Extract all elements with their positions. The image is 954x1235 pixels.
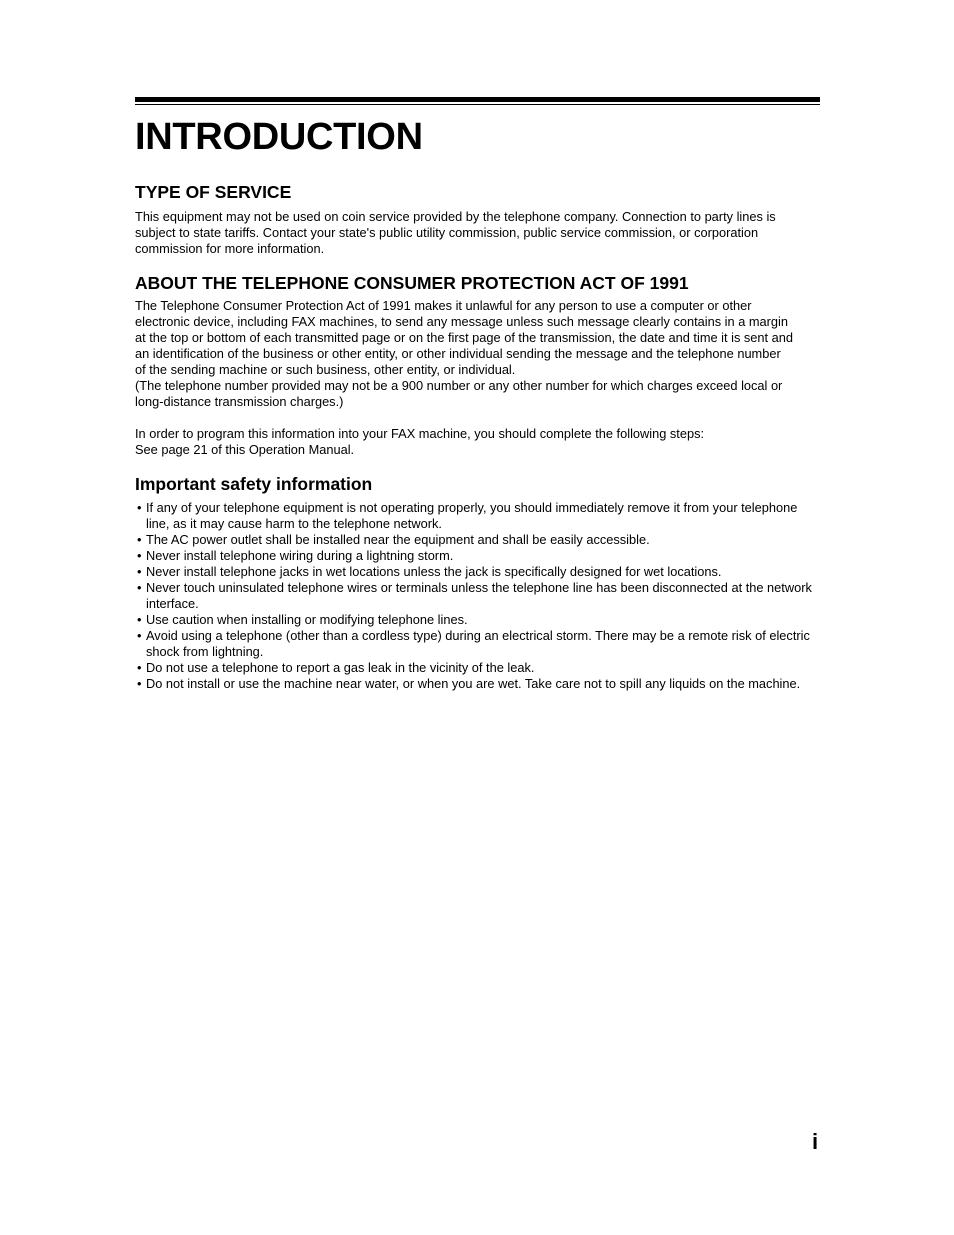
type-of-service-body: This equipment may not be used on coin service provided by the telephone company. Connection to party lines is subject to state tariffs. Contact your state's public utility commission, public service commission, or corporation commission for more information.	[135, 209, 776, 256]
bullet-icon: •	[137, 660, 142, 675]
title-rule-thick	[135, 97, 820, 102]
list-item-text: Do not use a telephone to report a gas leak in the vicinity of the leak.	[146, 660, 535, 675]
list-item-text: If any of your telephone equipment is not operating properly, you should immediately remove it from your telephone line, as it may cause harm to the telephone network.	[146, 500, 798, 531]
list-item-text: The AC power outlet shall be installed near the equipment and shall be easily accessible.	[146, 532, 650, 547]
list-item-text: Never touch uninsulated telephone wires or terminals unless the telephone line has been disconnected at the network interface.	[146, 580, 812, 611]
bullet-icon: •	[137, 548, 142, 563]
tcpa-steps: In order to program this information into your FAX machine, you should complete the following steps: See page 21 of this Operation Manual.	[135, 426, 705, 457]
bullet-icon: •	[137, 580, 142, 595]
list-item	[135, 676, 820, 692]
list-item	[135, 628, 820, 660]
list-item-text: Use caution when installing or modifying telephone lines.	[146, 612, 468, 627]
page-title: INTRODUCTION	[135, 116, 423, 158]
tcpa-heading: ABOUT THE TELEPHONE CONSUMER PROTECTION ACT OF 1991	[135, 273, 689, 293]
title-rule-thin	[135, 104, 820, 105]
document-page	[135, 97, 820, 692]
list-item-text: Never install telephone wiring during a lightning storm.	[146, 548, 454, 563]
list-item	[135, 580, 820, 612]
safety-heading: Important safety information	[135, 474, 373, 494]
page-number: i	[812, 1129, 819, 1154]
safety-list	[135, 500, 820, 692]
list-item	[135, 500, 820, 532]
list-item-text: Avoid using a telephone (other than a cordless type) during an electrical storm. There may be a remote risk of electric shock from lightning.	[146, 628, 810, 659]
list-item-text: Never install telephone jacks in wet locations unless the jack is specifically designed for wet locations.	[146, 564, 722, 579]
bullet-icon: •	[137, 676, 142, 691]
bullet-icon: •	[137, 612, 142, 627]
bullet-icon: •	[137, 628, 142, 643]
bullet-icon: •	[137, 532, 142, 547]
list-item-text: Do not install or use the machine near water, or when you are wet. Take care not to spill any liquids on the machine.	[146, 676, 801, 691]
list-item	[135, 564, 820, 580]
list-item	[135, 548, 820, 564]
tcpa-body: The Telephone Consumer Protection Act of 1991 makes it unlawful for any person to use a computer or other electronic device, including FAX machines, to send any message unless such message clearly contains in a margin at the top or bottom of each transmitted page or on the first page of the transmission, the date and time it is sent and an identification of the business or other entity, or other individual sending the message and the telephone number of the sending machine or such business, other entity, or individual. (The telephone number provided may not be a 900 number or any other number for which charges exceed local or long-distance transmission charges.)	[135, 298, 793, 409]
list-item	[135, 612, 820, 628]
bullet-icon: •	[137, 564, 142, 579]
bullet-icon: •	[137, 500, 142, 515]
type-of-service-heading: TYPE OF SERVICE	[135, 182, 292, 202]
list-item	[135, 532, 820, 548]
list-item	[135, 660, 820, 676]
